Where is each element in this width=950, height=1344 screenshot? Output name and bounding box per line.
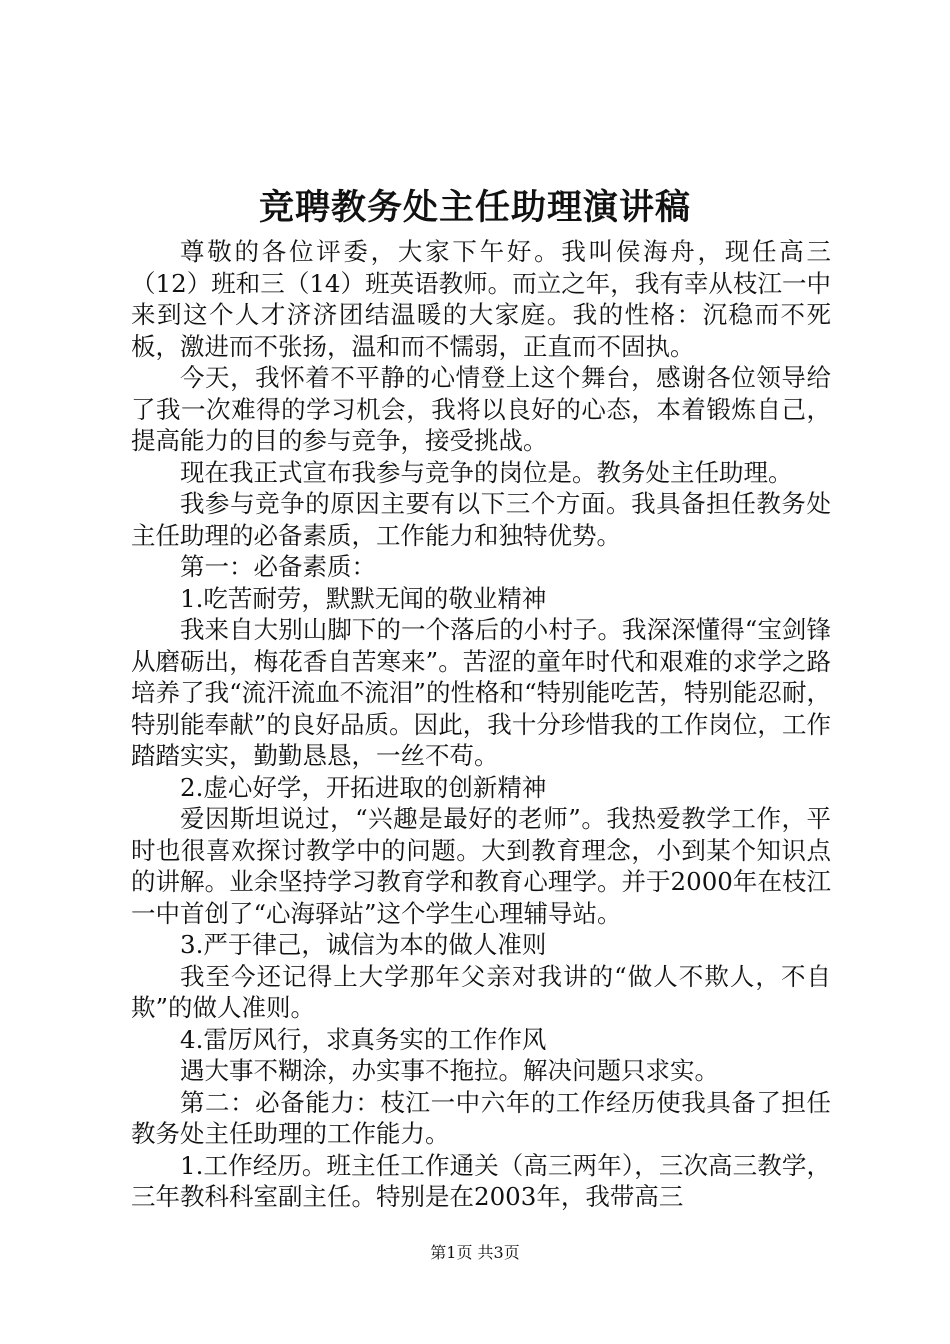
page-footer: 第1页 共3页 [430, 1243, 520, 1262]
paragraph-learning: 爱因斯坦说过，“兴趣是最好的老师”。我热爱教学工作，平时也很喜欢探讨教学中的问题。大到教育理念，小到某个知识点的讲解。业余坚持学习教育学和教育心理学。并于2000年在枝江一中首创了“心海驿站”这个学生心理辅导站。 [131, 804, 831, 928]
list-item-heading: 1.吃苦耐劳，默默无闻的敬业精神 [180, 583, 547, 613]
list-item-heading: 4.雷厉风行，求真务实的工作作风 [180, 1024, 547, 1054]
paragraph-background: 我来自大别山脚下的一个落后的小村子。我深深懂得“宝剑锋从磨砺出，梅花香自苦寒来”。苦涩的童年时代和艰难的求学之路培养了我“流汗流血不流泪”的性格和“特别能吃苦，特别能忍耐，特别能奉献”的良好品质。因此，我十分珍惜我的工作岗位，工作踏踏实实，勤勤恳恳，一丝不苟。 [131, 615, 831, 770]
section-heading-abilities: 第二：必备能力：枝江一中六年的工作经历使我具备了担任教务处主任助理的工作能力。 [131, 1087, 831, 1148]
paragraph-today: 今天，我怀着不平静的心情登上这个舞台，感谢各位领导给了我一次难得的学习机会，我将以良好的心态，本着锻炼自己，提高能力的目的参与竞争，接受挑战。 [131, 363, 831, 455]
paragraph-position: 现在我正式宣布我参与竞争的岗位是。教务处主任助理。 [180, 457, 793, 487]
paragraph-principles: 我至今还记得上大学那年父亲对我讲的“做人不欺人，不自欺”的做人准则。 [131, 961, 831, 1022]
document-body [131, 236, 831, 1213]
paragraph-reasons: 我参与竞争的原因主要有以下三个方面。我具备担任教务处主任助理的必备素质，工作能力和独特优势。 [131, 489, 831, 550]
paragraph-experience: 1.工作经历。班主任工作通关（高三两年），三次高三教学，三年教科科室副主任。特别是在2003年，我带高三 [131, 1150, 831, 1211]
list-item-heading: 2.虚心好学，开拓进取的创新精神 [180, 772, 547, 802]
paragraph-greeting: 尊敬的各位评委，大家下午好。我叫侯海舟，现任高三（12）班和三（14）班英语教师。而立之年，我有幸从枝江一中来到这个人才济济团结温暖的大家庭。我的性格：沉稳而不死板，激进而不张扬，温和而不懦弱，正直而不固执。 [131, 237, 831, 361]
section-heading-qualities: 第一：必备素质： [180, 552, 376, 581]
list-item-heading: 3.严于律己，诚信为本的做人准则 [180, 930, 547, 959]
document-title: 竞聘教务处主任助理演讲稿 [258, 187, 691, 228]
paragraph-work-style: 遇大事不糊涂，办实事不拖拉。解决问题只求实。 [180, 1056, 719, 1085]
